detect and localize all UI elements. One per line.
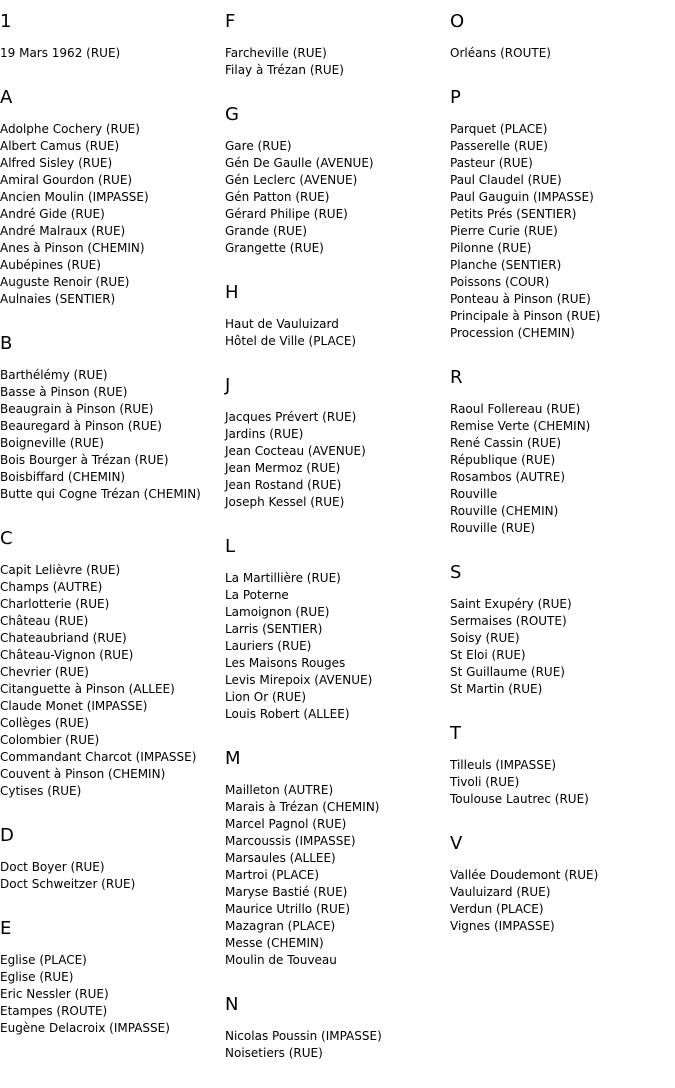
street-list-item	[0, 986, 225, 1003]
street-list-item	[450, 435, 675, 452]
street-link[interactable]: Rosambos (AUTRE)	[450, 470, 566, 484]
street-link[interactable]: Auguste Renoir (RUE)	[0, 275, 130, 289]
street-link[interactable]: Verdun (PLACE)	[450, 902, 544, 916]
street-link[interactable]: Farcheville (RUE)	[225, 46, 327, 60]
street-link[interactable]: Remise Verte (CHEMIN)	[450, 419, 591, 433]
street-list-item	[225, 172, 450, 189]
street-link[interactable]: Eric Nessler (RUE)	[0, 987, 109, 1001]
street-list-item	[0, 732, 225, 749]
street-list-item	[450, 223, 675, 240]
street-link[interactable]: Louis Robert (ALLEE)	[225, 707, 350, 721]
street-link[interactable]: Alfred Sisley (RUE)	[0, 156, 113, 170]
street-list-item	[0, 401, 225, 418]
street-link[interactable]: Filay à Trézan (RUE)	[225, 63, 344, 77]
street-link[interactable]: Pasteur (RUE)	[450, 156, 533, 170]
street-link[interactable]: Messe (CHEMIN)	[225, 936, 324, 950]
street-link[interactable]: Pierre Curie (RUE)	[450, 224, 558, 238]
street-link[interactable]: Pilonne (RUE)	[450, 241, 532, 255]
street-list-item	[450, 155, 675, 172]
street-list-item	[225, 460, 450, 477]
street-link[interactable]: André Malraux (RUE)	[0, 224, 126, 238]
street-link[interactable]: Bois Bourger à Trézan (RUE)	[0, 453, 169, 467]
street-link[interactable]: Larris (SENTIER)	[225, 622, 323, 636]
street-list	[450, 757, 675, 808]
street-list-item	[450, 274, 675, 291]
street-link[interactable]: Procession (CHEMIN)	[450, 326, 575, 340]
street-list-item	[225, 952, 450, 969]
street-list-item	[450, 918, 675, 935]
street-list-item	[0, 579, 225, 596]
street-list-item	[0, 613, 225, 630]
street-link[interactable]: Tivoli (RUE)	[450, 775, 520, 789]
street-link[interactable]: Marcel Pagnol (RUE)	[225, 817, 347, 831]
street-list-item	[225, 918, 450, 935]
street-index-column-2	[225, 0, 450, 1088]
street-list-item	[450, 757, 675, 774]
street-list-item	[225, 706, 450, 723]
street-link[interactable]: Petits Prés (SENTIER)	[450, 207, 577, 221]
street-list-item	[225, 621, 450, 638]
street-link[interactable]: Beaugrain à Pinson (RUE)	[0, 402, 154, 416]
street-link[interactable]: Les Maisons Rouges	[225, 656, 346, 670]
street-link[interactable]: Rouville	[450, 487, 498, 501]
street-list-item	[450, 630, 675, 647]
street-list	[450, 867, 675, 935]
letter-section	[0, 12, 225, 62]
street-list	[450, 401, 675, 537]
street-link[interactable]: Vallée Doudemont (RUE)	[450, 868, 599, 882]
street-link[interactable]: Chevrier (RUE)	[0, 665, 89, 679]
street-list	[225, 138, 450, 257]
section-letter-heading: M	[225, 748, 241, 769]
section-letter-heading: C	[0, 528, 13, 549]
street-list-item	[225, 443, 450, 460]
street-list-item	[225, 935, 450, 952]
street-list-item	[225, 587, 450, 604]
street-list-item	[225, 189, 450, 206]
street-list-item	[0, 384, 225, 401]
street-list-item	[0, 562, 225, 579]
street-link[interactable]: Tilleuls (IMPASSE)	[450, 758, 557, 772]
street-link[interactable]: Lion Or (RUE)	[225, 690, 307, 704]
street-link[interactable]: Butte qui Cogne Trézan (CHEMIN)	[0, 487, 201, 501]
street-link[interactable]: Eugène Delacroix (IMPASSE)	[0, 1021, 170, 1035]
street-list-item	[225, 240, 450, 257]
letter-section	[0, 919, 225, 1037]
letter-section	[0, 529, 225, 800]
street-link[interactable]: Vauluizard (RUE)	[450, 885, 551, 899]
street-list-item	[225, 638, 450, 655]
street-link[interactable]: Eglise (RUE)	[0, 970, 74, 984]
street-list	[0, 952, 225, 1037]
street-list-item	[450, 308, 675, 325]
section-letter-heading: G	[225, 104, 239, 125]
street-link[interactable]: Barthélémy (RUE)	[0, 368, 108, 382]
street-list-item	[450, 172, 675, 189]
street-list-item	[0, 876, 225, 893]
street-link[interactable]: André Gide (RUE)	[0, 207, 105, 221]
street-link[interactable]: St Martin (RUE)	[450, 682, 543, 696]
section-letter-heading: A	[0, 87, 13, 108]
street-link[interactable]: Saint Exupéry (RUE)	[450, 597, 572, 611]
street-list-item	[225, 672, 450, 689]
street-list-item	[450, 452, 675, 469]
street-link[interactable]: Chateaubriand (RUE)	[0, 631, 127, 645]
street-link[interactable]: Champs (AUTRE)	[0, 580, 103, 594]
street-link[interactable]: Commandant Charcot (IMPASSE)	[0, 750, 197, 764]
street-link[interactable]: Hôtel de Ville (PLACE)	[225, 334, 357, 348]
street-list-item	[450, 325, 675, 342]
section-letter-heading: J	[225, 375, 231, 396]
street-link[interactable]: Couvent à Pinson (CHEMIN)	[0, 767, 166, 781]
street-list-item	[225, 206, 450, 223]
street-list-item	[450, 240, 675, 257]
street-link[interactable]: Ponteau à Pinson (RUE)	[450, 292, 591, 306]
street-list	[0, 121, 225, 308]
street-link[interactable]: Citanguette à Pinson (ALLEE)	[0, 682, 175, 696]
letter-section	[0, 88, 225, 308]
street-list-item	[0, 681, 225, 698]
street-list-item	[450, 520, 675, 537]
street-list-item	[0, 1003, 225, 1020]
street-link[interactable]: Passerelle (RUE)	[450, 139, 548, 153]
street-link[interactable]: Jacques Prévert (RUE)	[225, 410, 357, 424]
street-link[interactable]: République (RUE)	[450, 453, 556, 467]
street-link[interactable]: Albert Camus (RUE)	[0, 139, 120, 153]
street-link[interactable]: Boigneville (RUE)	[0, 436, 104, 450]
street-list-item	[0, 664, 225, 681]
section-letter-heading: H	[225, 282, 239, 303]
street-list-item	[0, 45, 225, 62]
street-link[interactable]: Mazagran (PLACE)	[225, 919, 336, 933]
section-letter-heading: E	[0, 918, 12, 939]
street-link[interactable]: Charlotterie (RUE)	[0, 597, 110, 611]
street-link[interactable]: Eglise (PLACE)	[0, 953, 87, 967]
street-link[interactable]: Martroi (PLACE)	[225, 868, 320, 882]
street-link[interactable]: Moulin de Touveau	[225, 953, 337, 967]
street-list-item	[0, 367, 225, 384]
letter-section	[0, 826, 225, 893]
street-list-item	[0, 486, 225, 503]
street-list-item	[0, 206, 225, 223]
street-link[interactable]: Doct Schweitzer (RUE)	[0, 877, 136, 891]
street-list	[0, 45, 225, 62]
street-list-item	[0, 630, 225, 647]
street-link[interactable]: Château (RUE)	[0, 614, 89, 628]
section-letter-heading: F	[225, 11, 236, 32]
street-list-item	[225, 477, 450, 494]
street-list-item	[0, 138, 225, 155]
street-list-item	[225, 494, 450, 511]
street-link[interactable]: Levis Mirepoix (AVENUE)	[225, 673, 373, 687]
street-list-item	[0, 859, 225, 876]
letter-section	[450, 724, 675, 808]
street-link[interactable]: Gérard Philipe (RUE)	[225, 207, 348, 221]
street-list-item	[225, 138, 450, 155]
street-list-item	[450, 774, 675, 791]
street-link[interactable]: Claude Monet (IMPASSE)	[0, 699, 148, 713]
street-link[interactable]: Capit Lelièvre (RUE)	[0, 563, 121, 577]
street-list	[0, 562, 225, 800]
street-list-item	[225, 782, 450, 799]
street-link[interactable]: Gare (RUE)	[225, 139, 292, 153]
street-list-item	[225, 409, 450, 426]
section-letter-heading: 1	[0, 11, 12, 32]
street-list-item	[450, 901, 675, 918]
section-letter-heading: B	[0, 333, 13, 354]
street-list-item	[450, 418, 675, 435]
street-list-item	[0, 1020, 225, 1037]
street-link[interactable]: St Guillaume (RUE)	[450, 665, 565, 679]
street-list-item	[450, 189, 675, 206]
street-list-item	[225, 816, 450, 833]
street-link[interactable]: Beauregard à Pinson (RUE)	[0, 419, 162, 433]
letter-section	[450, 834, 675, 935]
street-list-item	[0, 647, 225, 664]
street-list-item	[225, 604, 450, 621]
street-list	[225, 45, 450, 79]
street-link[interactable]: Paul Claudel (RUE)	[450, 173, 562, 187]
street-list	[450, 596, 675, 698]
street-link[interactable]: Orléans (ROUTE)	[450, 46, 551, 60]
street-link[interactable]: Aubépines (RUE)	[0, 258, 101, 272]
street-link[interactable]: Grangette (RUE)	[225, 241, 324, 255]
section-letter-heading: O	[450, 11, 465, 32]
street-list-item	[225, 223, 450, 240]
street-list-item	[225, 1028, 450, 1045]
street-link[interactable]: Doct Boyer (RUE)	[0, 860, 105, 874]
section-letter-heading: P	[450, 87, 461, 108]
letter-section	[450, 368, 675, 537]
street-list-item	[225, 689, 450, 706]
street-link[interactable]: Jean Cocteau (AVENUE)	[225, 444, 366, 458]
street-list-item	[0, 749, 225, 766]
street-link[interactable]: Nicolas Poussin (IMPASSE)	[225, 1029, 382, 1043]
street-list-item	[225, 333, 450, 350]
letter-section	[450, 563, 675, 698]
street-link[interactable]: La Martillière (RUE)	[225, 571, 341, 585]
street-link[interactable]: Noisetiers (RUE)	[225, 1046, 323, 1060]
street-list-item	[0, 240, 225, 257]
street-link[interactable]: Aulnaies (SENTIER)	[0, 292, 116, 306]
street-list-item	[0, 435, 225, 452]
street-link[interactable]: Rouville (CHEMIN)	[450, 504, 559, 518]
street-list-item	[450, 647, 675, 664]
street-link[interactable]: Soisy (RUE)	[450, 631, 520, 645]
street-list-item	[450, 613, 675, 630]
street-list-item	[450, 121, 675, 138]
street-link[interactable]: Ancien Moulin (IMPASSE)	[0, 190, 149, 204]
street-list-item	[225, 1045, 450, 1062]
street-link[interactable]: Anes à Pinson (CHEMIN)	[0, 241, 145, 255]
street-link[interactable]: Vignes (IMPASSE)	[450, 919, 555, 933]
letter-section	[225, 749, 450, 969]
street-link[interactable]: Grande (RUE)	[225, 224, 308, 238]
street-link[interactable]: Maurice Utrillo (RUE)	[225, 902, 351, 916]
street-list-item	[450, 596, 675, 613]
street-list-item	[225, 155, 450, 172]
street-link[interactable]: Lauriers (RUE)	[225, 639, 312, 653]
letter-section	[225, 537, 450, 723]
street-list	[0, 367, 225, 503]
street-list-item	[0, 452, 225, 469]
street-list-item	[450, 664, 675, 681]
street-list-item	[450, 503, 675, 520]
street-list-item	[0, 715, 225, 732]
street-link[interactable]: Jean Rostand (RUE)	[225, 478, 342, 492]
street-link[interactable]: Toulouse Lautrec (RUE)	[450, 792, 589, 806]
street-list-item	[0, 469, 225, 486]
street-link[interactable]: Cytises (RUE)	[0, 784, 82, 798]
street-list-item	[225, 45, 450, 62]
street-list-item	[225, 867, 450, 884]
street-list-item	[450, 291, 675, 308]
street-list	[225, 570, 450, 723]
street-link[interactable]: Haut de Vauluizard	[225, 317, 339, 331]
street-list-item	[0, 257, 225, 274]
street-list-item	[450, 206, 675, 223]
section-letter-heading: T	[450, 723, 461, 744]
street-link[interactable]: Boisbiffard (CHEMIN)	[0, 470, 126, 484]
street-list	[225, 782, 450, 969]
street-list-item	[225, 884, 450, 901]
street-list	[0, 859, 225, 893]
letter-section	[225, 105, 450, 257]
street-index-column-1	[0, 0, 225, 1063]
street-list-item	[0, 172, 225, 189]
street-list-item	[225, 655, 450, 672]
street-list-item	[225, 850, 450, 867]
street-list-item	[450, 884, 675, 901]
street-list-item	[225, 901, 450, 918]
street-list-item	[450, 469, 675, 486]
street-list-item	[225, 316, 450, 333]
street-link[interactable]: Planche (SENTIER)	[450, 258, 562, 272]
street-list-item	[0, 223, 225, 240]
street-list-item	[225, 833, 450, 850]
street-link[interactable]: Joseph Kessel (RUE)	[225, 495, 345, 509]
street-list-item	[450, 138, 675, 155]
street-list-item	[0, 766, 225, 783]
street-link[interactable]: Marais à Trézan (CHEMIN)	[225, 800, 380, 814]
street-list-item	[450, 257, 675, 274]
street-list-item	[0, 969, 225, 986]
street-list-item	[225, 62, 450, 79]
street-link[interactable]: Basse à Pinson (RUE)	[0, 385, 128, 399]
street-link[interactable]: Mailleton (AUTRE)	[225, 783, 334, 797]
street-list	[450, 121, 675, 342]
street-list-item	[450, 401, 675, 418]
street-list	[450, 45, 675, 62]
street-list	[225, 316, 450, 350]
street-list-item	[450, 45, 675, 62]
letter-section	[225, 995, 450, 1062]
letter-section	[0, 334, 225, 503]
section-letter-heading: L	[225, 536, 236, 557]
street-list-item	[0, 155, 225, 172]
street-list-item	[0, 698, 225, 715]
street-link[interactable]: Sermaises (ROUTE)	[450, 614, 567, 628]
street-link[interactable]: Paul Gauguin (IMPASSE)	[450, 190, 594, 204]
street-link[interactable]: Amiral Gourdon (RUE)	[0, 173, 133, 187]
letter-section	[450, 88, 675, 342]
street-list-item	[0, 952, 225, 969]
street-list-item	[450, 486, 675, 503]
section-letter-heading: S	[450, 562, 462, 583]
street-list-item	[225, 426, 450, 443]
street-link[interactable]: Adolphe Cochery (RUE)	[0, 122, 140, 136]
street-list-item	[0, 189, 225, 206]
street-link[interactable]: Gén De Gaulle (AVENUE)	[225, 156, 374, 170]
street-link[interactable]: Château-Vignon (RUE)	[0, 648, 134, 662]
street-link[interactable]: Jardins (RUE)	[225, 427, 304, 441]
street-link[interactable]: Rouville (RUE)	[450, 521, 536, 535]
street-link[interactable]: Lamoignon (RUE)	[225, 605, 330, 619]
street-list-item	[225, 799, 450, 816]
street-list-item	[0, 596, 225, 613]
street-link[interactable]: Jean Mermoz (RUE)	[225, 461, 341, 475]
street-list	[225, 409, 450, 511]
street-link[interactable]: René Cassin (RUE)	[450, 436, 562, 450]
letter-section	[225, 283, 450, 350]
section-letter-heading: N	[225, 994, 239, 1015]
letter-section	[225, 376, 450, 511]
street-link[interactable]: Poissons (COUR)	[450, 275, 550, 289]
letter-section	[225, 12, 450, 79]
street-link[interactable]: Principale à Pinson (RUE)	[450, 309, 601, 323]
street-link[interactable]: Collèges (RUE)	[0, 716, 89, 730]
street-link[interactable]: 19 Mars 1962 (RUE)	[0, 46, 121, 60]
street-list-item	[0, 418, 225, 435]
street-link[interactable]: Colombier (RUE)	[0, 733, 100, 747]
section-letter-heading: D	[0, 825, 14, 846]
street-index-column-3	[450, 0, 675, 961]
section-letter-heading: V	[450, 833, 463, 854]
street-list-item	[450, 867, 675, 884]
street-list-item	[0, 783, 225, 800]
street-link[interactable]: Gén Leclerc (AVENUE)	[225, 173, 358, 187]
street-link[interactable]: Marsaules (ALLEE)	[225, 851, 336, 865]
street-link[interactable]: Maryse Bastié (RUE)	[225, 885, 348, 899]
street-link[interactable]: Parquet (PLACE)	[450, 122, 548, 136]
street-link[interactable]: Marcoussis (IMPASSE)	[225, 834, 356, 848]
street-list-item	[0, 291, 225, 308]
street-link[interactable]: Etampes (ROUTE)	[0, 1004, 108, 1018]
street-link[interactable]: St Eloi (RUE)	[450, 648, 526, 662]
street-list-item	[450, 791, 675, 808]
street-link[interactable]: Gén Patton (RUE)	[225, 190, 330, 204]
letter-section	[450, 12, 675, 62]
street-link[interactable]: Raoul Follereau (RUE)	[450, 402, 581, 416]
section-letter-heading: R	[450, 367, 463, 388]
street-list-item	[450, 681, 675, 698]
street-list-item	[0, 274, 225, 291]
street-list-item	[225, 570, 450, 587]
street-link[interactable]: La Poterne	[225, 588, 289, 602]
street-list-item	[0, 121, 225, 138]
